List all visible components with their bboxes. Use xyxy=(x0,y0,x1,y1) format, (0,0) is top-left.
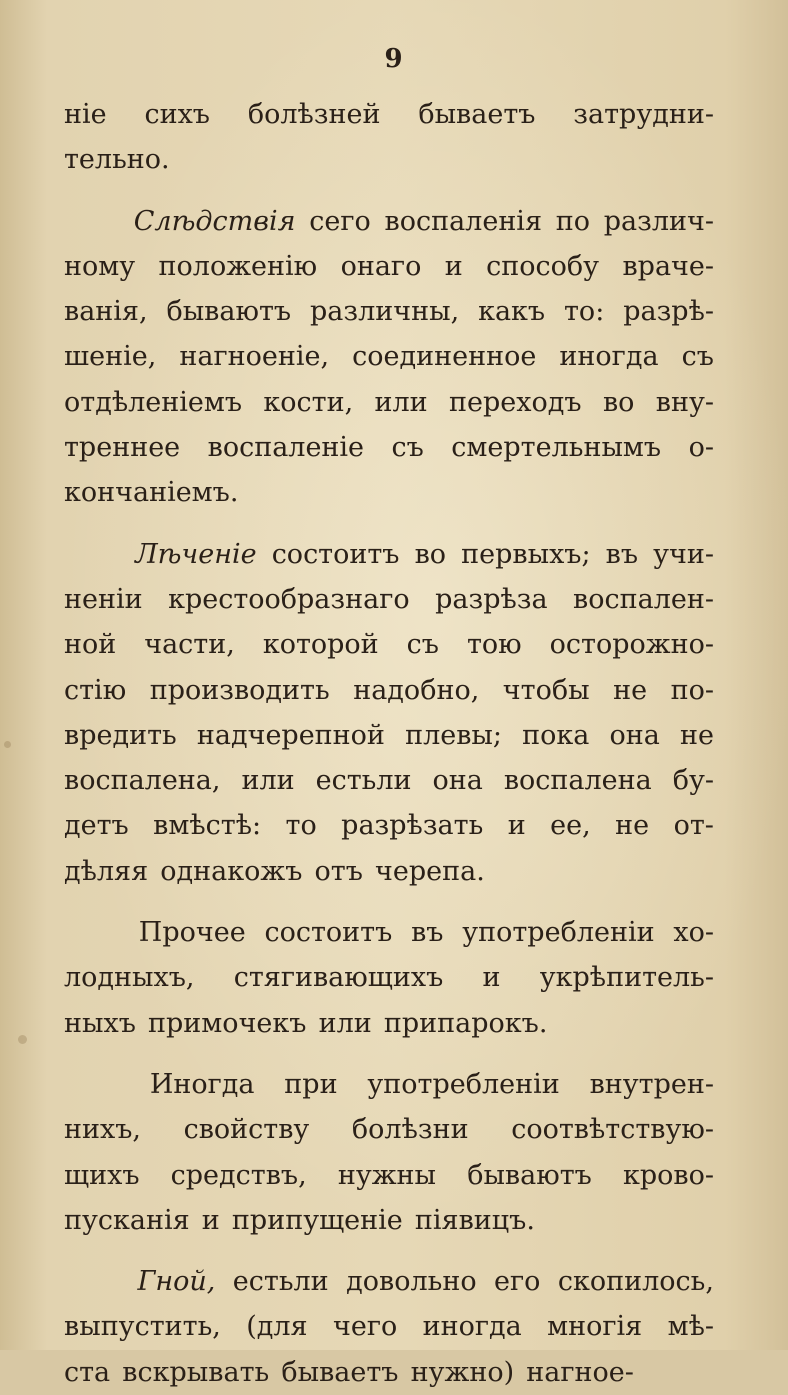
word: свойству xyxy=(183,1114,310,1146)
word: отъ xyxy=(314,855,363,887)
word: многія xyxy=(547,1311,643,1343)
word: осторожно- xyxy=(549,629,714,661)
word: чего xyxy=(332,1311,398,1343)
text-line xyxy=(64,955,714,1000)
word: выпустить, xyxy=(64,1311,221,1343)
word: употребленіи xyxy=(462,917,655,949)
word: ста xyxy=(64,1356,111,1388)
word: средствъ, xyxy=(170,1159,307,1191)
word: или xyxy=(318,1007,372,1039)
text-line xyxy=(64,137,714,182)
word xyxy=(135,532,257,577)
text-line xyxy=(64,244,714,289)
text-line xyxy=(64,1001,714,1046)
word: крово- xyxy=(623,1159,714,1191)
word: однакожъ xyxy=(160,855,303,887)
paragraph xyxy=(64,199,714,516)
word: въ xyxy=(411,917,444,949)
word: тельно. xyxy=(64,144,170,176)
word: которой xyxy=(262,629,379,661)
body-text xyxy=(64,92,714,1395)
word: кончаніемъ. xyxy=(64,477,239,509)
word: вредить xyxy=(64,719,177,751)
word: смертельнымъ xyxy=(451,432,662,464)
word: ніе xyxy=(64,99,107,130)
text-line xyxy=(64,380,714,425)
word: нагное- xyxy=(526,1356,634,1388)
text-line xyxy=(64,289,714,334)
paragraph xyxy=(64,1062,714,1243)
word: скопилось, xyxy=(557,1266,714,1298)
word: нагноеніе, xyxy=(179,341,330,373)
word: состоитъ xyxy=(271,538,400,570)
word: болѣзни xyxy=(351,1114,469,1146)
word: надчерепной xyxy=(196,719,385,751)
word: треннее xyxy=(64,432,181,464)
text-line xyxy=(64,92,714,137)
word: мѣ- xyxy=(667,1311,714,1343)
text-line xyxy=(64,1153,714,1198)
word: ному xyxy=(64,250,136,282)
word: нужно) xyxy=(410,1356,515,1388)
word: детъ xyxy=(64,810,129,842)
word: переходъ xyxy=(449,386,582,418)
text-line xyxy=(64,199,714,244)
word: надобно, xyxy=(353,674,480,706)
word: въ xyxy=(605,538,639,570)
word: ванія, xyxy=(64,296,148,328)
word: сего xyxy=(309,205,371,237)
word: первыхъ; xyxy=(461,538,591,570)
word: то xyxy=(285,810,317,842)
word: примочекъ xyxy=(148,1007,307,1039)
paragraph-gap xyxy=(64,1243,714,1259)
word: положенію xyxy=(158,250,318,282)
word: иногда xyxy=(422,1311,522,1343)
ink-spot xyxy=(4,741,11,748)
word: не xyxy=(680,719,714,751)
word: воспаленія xyxy=(384,205,542,237)
word: ее, xyxy=(550,810,591,842)
word: съ xyxy=(681,341,714,373)
word: бываетъ xyxy=(418,99,536,130)
paragraph xyxy=(64,92,714,183)
word: воспален- xyxy=(573,583,714,615)
word: иногда xyxy=(559,341,659,373)
word: различны, xyxy=(310,296,460,328)
word: какъ xyxy=(478,296,546,328)
italic-word: Слѣдствія xyxy=(133,205,296,237)
word: производить xyxy=(149,674,330,706)
word xyxy=(134,199,296,244)
word: во xyxy=(602,386,635,418)
word: ной xyxy=(64,629,117,661)
word: то: xyxy=(564,296,605,328)
word: затрудни- xyxy=(573,99,714,130)
text-line xyxy=(64,470,714,515)
word: и xyxy=(482,962,501,994)
word: различ- xyxy=(603,205,714,237)
word: (для xyxy=(246,1311,308,1343)
word: довольно xyxy=(346,1266,477,1298)
text-line xyxy=(64,803,714,848)
word: о- xyxy=(688,432,714,464)
text-line xyxy=(64,334,714,379)
word: пусканія xyxy=(64,1204,190,1236)
word: онаго xyxy=(340,250,422,282)
text-line xyxy=(64,1062,714,1107)
paragraph xyxy=(64,532,714,894)
text-line xyxy=(64,1259,714,1304)
word: не xyxy=(613,674,648,706)
text-line xyxy=(64,425,714,470)
word: съ xyxy=(406,629,439,661)
word: чтобы xyxy=(502,674,590,706)
word: способу xyxy=(486,250,600,282)
word: бываютъ xyxy=(166,296,292,328)
word: и xyxy=(201,1204,220,1236)
word: лодныхъ, xyxy=(64,962,195,994)
word: и xyxy=(507,810,526,842)
word: при xyxy=(284,1068,338,1100)
word: хо- xyxy=(673,917,714,949)
text-line xyxy=(64,1198,714,1243)
word: или xyxy=(374,386,428,418)
word: укрѣпитель- xyxy=(539,962,714,994)
word: неніи xyxy=(64,583,143,615)
word: естьли xyxy=(315,765,412,797)
word: бываютъ xyxy=(467,1159,592,1191)
word xyxy=(137,1259,215,1304)
word: отдѣленіемъ xyxy=(64,386,243,418)
word: кости, xyxy=(263,386,354,418)
word: піявицъ. xyxy=(414,1204,535,1236)
word: крестообразнаго xyxy=(168,583,410,615)
italic-word: Гной, xyxy=(137,1266,216,1298)
word: от- xyxy=(673,810,714,842)
word: употребленіи xyxy=(367,1068,560,1100)
word: его xyxy=(494,1266,541,1298)
word: нихъ, xyxy=(64,1114,141,1146)
word: припущеніе xyxy=(231,1204,403,1236)
page-number: 9 xyxy=(384,44,404,74)
word: Иногда xyxy=(149,1068,255,1100)
word: бу- xyxy=(672,765,714,797)
italic-word: Лѣченіе xyxy=(135,538,257,570)
word: черепа. xyxy=(375,855,485,887)
text-line xyxy=(64,668,714,713)
text-line xyxy=(64,577,714,622)
word: тою xyxy=(466,629,522,661)
word: или xyxy=(241,765,295,797)
paragraph-gap xyxy=(64,1046,714,1062)
word: части, xyxy=(144,629,235,661)
word: враче- xyxy=(622,250,714,282)
word: нужны xyxy=(337,1159,437,1191)
word: состоитъ xyxy=(264,917,393,949)
word: дѣляя xyxy=(64,855,149,887)
text-line xyxy=(64,758,714,803)
text-line xyxy=(64,622,714,667)
word: шеніе, xyxy=(64,341,157,373)
word: внутрен- xyxy=(589,1068,714,1100)
word: разрѣ- xyxy=(623,296,714,328)
word: разрѣза xyxy=(435,583,548,615)
word: разрѣзать xyxy=(341,810,484,842)
word: по xyxy=(555,205,590,237)
word: стію xyxy=(64,674,127,706)
text-line xyxy=(64,713,714,758)
word: Прочее xyxy=(138,917,246,949)
word: вмѣстѣ: xyxy=(153,810,262,842)
word: по- xyxy=(670,674,714,706)
word: воспалена xyxy=(503,765,652,797)
text-line xyxy=(64,532,714,577)
word: стягивающихъ xyxy=(233,962,444,994)
word: вну- xyxy=(655,386,714,418)
text-line xyxy=(64,1107,714,1152)
word: припарокъ. xyxy=(383,1007,548,1039)
word: соединенное xyxy=(352,341,537,373)
text-line xyxy=(64,1350,714,1395)
word: ныхъ xyxy=(64,1007,136,1039)
word: естьли xyxy=(232,1266,329,1298)
word: бываетъ xyxy=(281,1356,399,1388)
word: во xyxy=(414,538,447,570)
word: соотвѣтствую- xyxy=(511,1114,714,1146)
word: вскрывать xyxy=(122,1356,270,1388)
text-line xyxy=(64,1304,714,1349)
word: она xyxy=(609,719,660,751)
paragraph xyxy=(64,1259,714,1395)
paragraph-gap xyxy=(64,183,714,199)
word: она xyxy=(432,765,483,797)
word: плевы; xyxy=(405,719,502,751)
text-line xyxy=(64,910,714,955)
word: щихъ xyxy=(64,1159,140,1191)
word: пока xyxy=(522,719,590,751)
word: и xyxy=(444,250,463,282)
paragraph-gap xyxy=(64,516,714,532)
word: болѣзней xyxy=(247,99,381,130)
word: воспаленіе xyxy=(207,432,365,464)
ink-spot xyxy=(18,1035,27,1044)
paragraph-gap xyxy=(64,894,714,910)
word: не xyxy=(615,810,650,842)
word: сихъ xyxy=(144,99,210,130)
word: съ xyxy=(391,432,424,464)
paragraph xyxy=(64,910,714,1046)
word: воспалена, xyxy=(64,765,221,797)
text-line xyxy=(64,849,714,894)
word: учи- xyxy=(653,538,714,570)
